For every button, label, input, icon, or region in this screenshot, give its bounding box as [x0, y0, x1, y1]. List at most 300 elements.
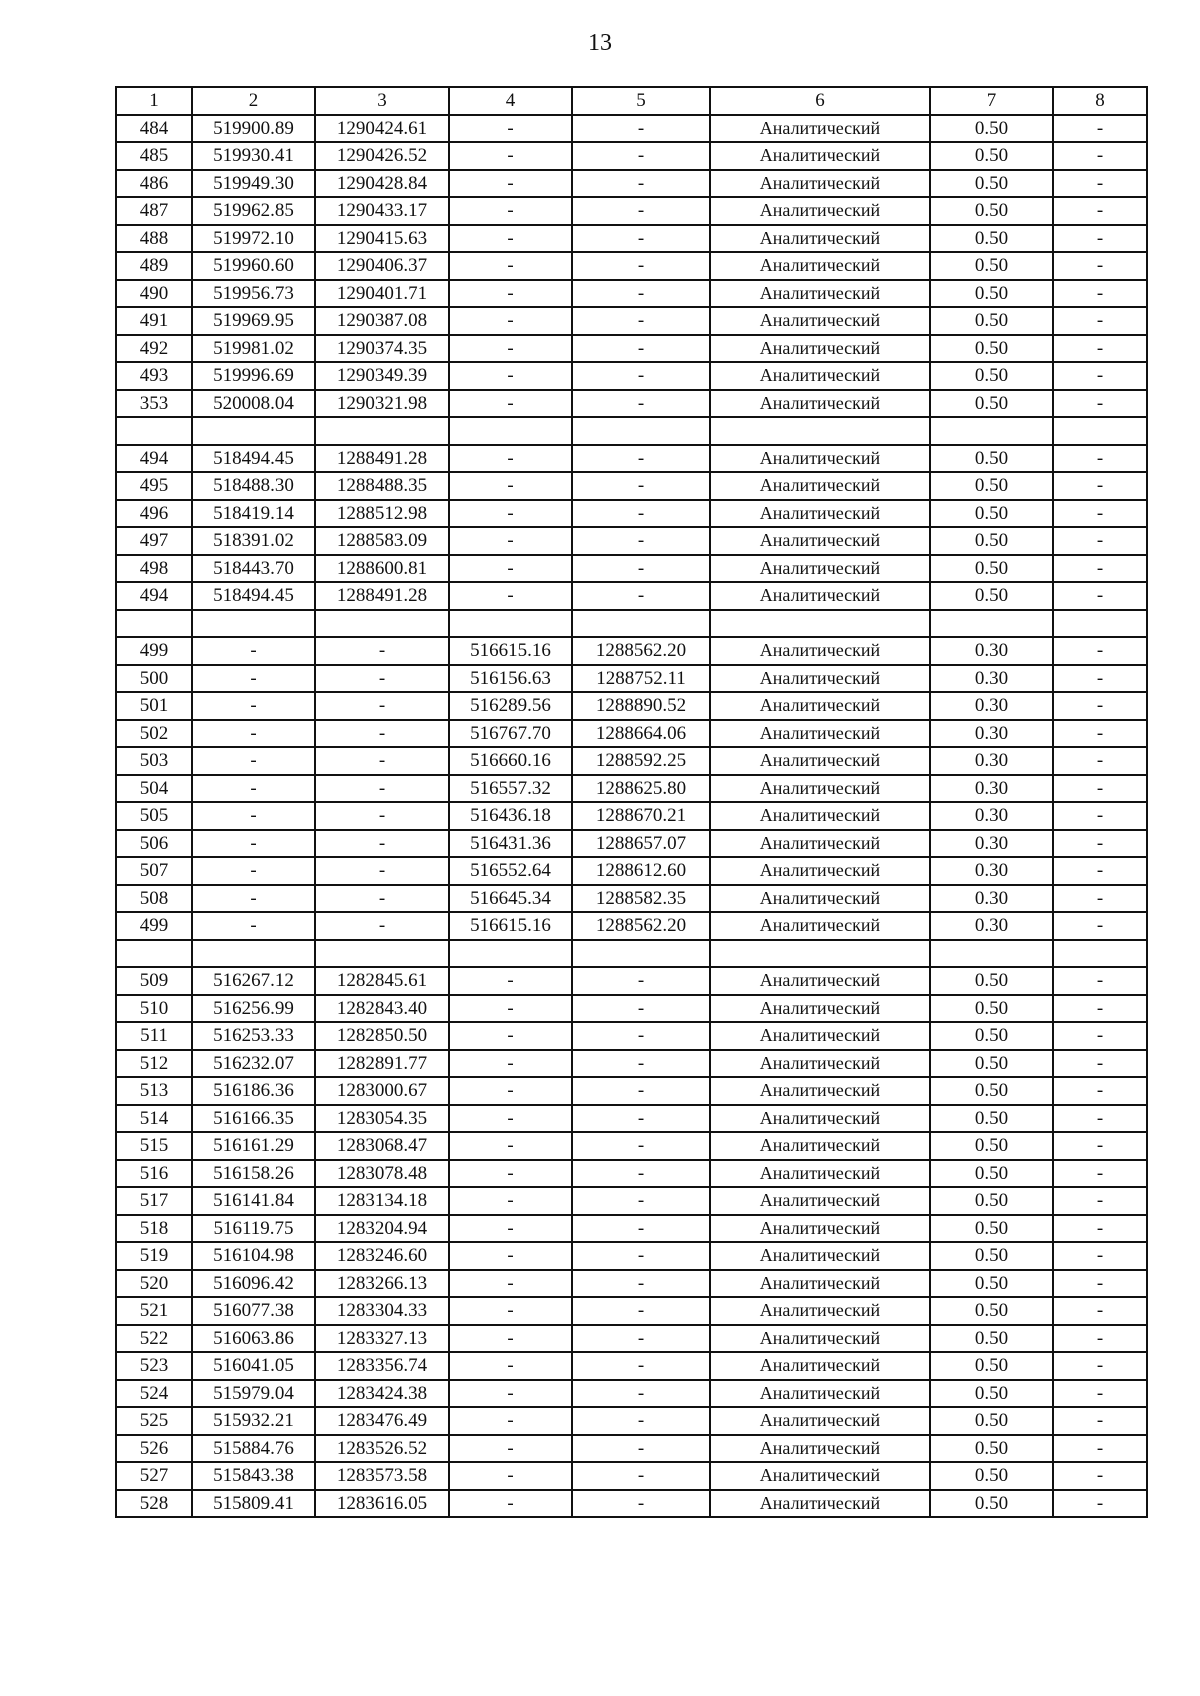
x-coordinate-cell: 516232.07 — [192, 1050, 315, 1078]
method-cell: Аналитический — [710, 1297, 930, 1325]
method-cell: Аналитический — [710, 637, 930, 665]
method-cell: Аналитический — [710, 170, 930, 198]
x2-coordinate-cell: - — [449, 197, 572, 225]
x-coordinate-cell: - — [192, 885, 315, 913]
method-cell: Аналитический — [710, 995, 930, 1023]
x2-coordinate-cell: - — [449, 307, 572, 335]
x2-coordinate-cell: - — [449, 1297, 572, 1325]
accuracy-cell: 0.50 — [930, 170, 1053, 198]
note-cell: - — [1053, 720, 1147, 748]
x-coordinate-cell: 516096.42 — [192, 1270, 315, 1298]
table-row — [116, 252, 1147, 280]
point-number-cell: 495 — [116, 472, 192, 500]
note-cell: - — [1053, 1490, 1147, 1518]
note-cell: - — [1053, 1325, 1147, 1353]
x2-coordinate-cell: 516552.64 — [449, 857, 572, 885]
column-header: 1 — [116, 87, 192, 115]
y-coordinate-cell: 1283424.38 — [315, 1380, 449, 1408]
note-cell — [1053, 417, 1147, 445]
x2-coordinate-cell: - — [449, 335, 572, 363]
note-cell: - — [1053, 747, 1147, 775]
table-row — [116, 1132, 1147, 1160]
y2-coordinate-cell: - — [572, 1325, 710, 1353]
x-coordinate-cell: 515809.41 — [192, 1490, 315, 1518]
table-row — [116, 637, 1147, 665]
method-cell: Аналитический — [710, 1462, 930, 1490]
method-cell: Аналитический — [710, 1105, 930, 1133]
accuracy-cell: 0.50 — [930, 1270, 1053, 1298]
y2-coordinate-cell: 1288582.35 — [572, 885, 710, 913]
y-coordinate-cell: 1290406.37 — [315, 252, 449, 280]
y2-coordinate-cell: - — [572, 115, 710, 143]
x2-coordinate-cell: 516615.16 — [449, 912, 572, 940]
note-cell: - — [1053, 637, 1147, 665]
accuracy-cell: 0.30 — [930, 637, 1053, 665]
method-cell: Аналитический — [710, 830, 930, 858]
point-number-cell: 486 — [116, 170, 192, 198]
table-row — [116, 940, 1147, 968]
x2-coordinate-cell: - — [449, 1215, 572, 1243]
note-cell: - — [1053, 1380, 1147, 1408]
y-coordinate-cell — [315, 610, 449, 638]
table-row — [116, 582, 1147, 610]
point-number-cell — [116, 610, 192, 638]
x-coordinate-cell: 515932.21 — [192, 1407, 315, 1435]
x-coordinate-cell: 519930.41 — [192, 142, 315, 170]
point-number-cell: 494 — [116, 582, 192, 610]
point-number-cell — [116, 940, 192, 968]
table-row — [116, 142, 1147, 170]
method-cell: Аналитический — [710, 142, 930, 170]
x-coordinate-cell: 520008.04 — [192, 390, 315, 418]
y-coordinate-cell: 1283476.49 — [315, 1407, 449, 1435]
y-coordinate-cell: 1290428.84 — [315, 170, 449, 198]
note-cell: - — [1053, 665, 1147, 693]
x-coordinate-cell: 516104.98 — [192, 1242, 315, 1270]
y-coordinate-cell: 1283078.48 — [315, 1160, 449, 1188]
table-row — [116, 857, 1147, 885]
y-coordinate-cell: 1288512.98 — [315, 500, 449, 528]
point-number-cell: 493 — [116, 362, 192, 390]
note-cell — [1053, 940, 1147, 968]
point-number-cell: 488 — [116, 225, 192, 253]
y2-coordinate-cell — [572, 940, 710, 968]
x2-coordinate-cell: 516615.16 — [449, 637, 572, 665]
x2-coordinate-cell: 516645.34 — [449, 885, 572, 913]
accuracy-cell: 0.50 — [930, 1490, 1053, 1518]
y-coordinate-cell: 1288600.81 — [315, 555, 449, 583]
y2-coordinate-cell: - — [572, 170, 710, 198]
y-coordinate-cell: - — [315, 830, 449, 858]
point-number-cell: 519 — [116, 1242, 192, 1270]
y-coordinate-cell: 1290426.52 — [315, 142, 449, 170]
x-coordinate-cell: 516141.84 — [192, 1187, 315, 1215]
x2-coordinate-cell: - — [449, 115, 572, 143]
note-cell: - — [1053, 1077, 1147, 1105]
table-row — [116, 417, 1147, 445]
column-header: 6 — [710, 87, 930, 115]
accuracy-cell: 0.50 — [930, 967, 1053, 995]
x2-coordinate-cell: - — [449, 1270, 572, 1298]
x-coordinate-cell: - — [192, 857, 315, 885]
y2-coordinate-cell: - — [572, 555, 710, 583]
point-number-cell: 501 — [116, 692, 192, 720]
x2-coordinate-cell: - — [449, 1325, 572, 1353]
table-row — [116, 1270, 1147, 1298]
accuracy-cell: 0.30 — [930, 720, 1053, 748]
y2-coordinate-cell: 1288562.20 — [572, 912, 710, 940]
x-coordinate-cell: - — [192, 692, 315, 720]
y-coordinate-cell: - — [315, 747, 449, 775]
accuracy-cell: 0.50 — [930, 252, 1053, 280]
table-row — [116, 472, 1147, 500]
note-cell: - — [1053, 390, 1147, 418]
point-number-cell: 520 — [116, 1270, 192, 1298]
note-cell: - — [1053, 445, 1147, 473]
accuracy-cell — [930, 610, 1053, 638]
note-cell: - — [1053, 1215, 1147, 1243]
note-cell: - — [1053, 1105, 1147, 1133]
accuracy-cell: 0.50 — [930, 1050, 1053, 1078]
note-cell: - — [1053, 1270, 1147, 1298]
x2-coordinate-cell — [449, 417, 572, 445]
note-cell: - — [1053, 967, 1147, 995]
table-row — [116, 1242, 1147, 1270]
y2-coordinate-cell: - — [572, 1077, 710, 1105]
point-number-cell: 509 — [116, 967, 192, 995]
method-cell — [710, 940, 930, 968]
x-coordinate-cell: - — [192, 747, 315, 775]
column-header: 4 — [449, 87, 572, 115]
table-row — [116, 995, 1147, 1023]
x2-coordinate-cell: - — [449, 472, 572, 500]
method-cell: Аналитический — [710, 390, 930, 418]
table-row — [116, 555, 1147, 583]
table-row — [116, 665, 1147, 693]
y2-coordinate-cell: - — [572, 1105, 710, 1133]
accuracy-cell: 0.50 — [930, 995, 1053, 1023]
method-cell: Аналитический — [710, 802, 930, 830]
y2-coordinate-cell: - — [572, 197, 710, 225]
method-cell: Аналитический — [710, 1215, 930, 1243]
x2-coordinate-cell: - — [449, 1435, 572, 1463]
y-coordinate-cell: 1282843.40 — [315, 995, 449, 1023]
x2-coordinate-cell: - — [449, 362, 572, 390]
method-cell: Аналитический — [710, 1380, 930, 1408]
point-number-cell: 506 — [116, 830, 192, 858]
point-number-cell: 526 — [116, 1435, 192, 1463]
y2-coordinate-cell: - — [572, 1132, 710, 1160]
accuracy-cell: 0.50 — [930, 1435, 1053, 1463]
x-coordinate-cell: 518419.14 — [192, 500, 315, 528]
accuracy-cell: 0.30 — [930, 885, 1053, 913]
table-body — [116, 115, 1147, 1518]
note-cell: - — [1053, 252, 1147, 280]
method-cell: Аналитический — [710, 500, 930, 528]
note-cell: - — [1053, 115, 1147, 143]
x-coordinate-cell: 518488.30 — [192, 472, 315, 500]
x2-coordinate-cell: - — [449, 445, 572, 473]
table-row — [116, 912, 1147, 940]
method-cell: Аналитический — [710, 1187, 930, 1215]
method-cell: Аналитический — [710, 692, 930, 720]
y2-coordinate-cell: - — [572, 1242, 710, 1270]
table-row — [116, 610, 1147, 638]
note-cell: - — [1053, 1352, 1147, 1380]
point-number-cell: 499 — [116, 912, 192, 940]
x-coordinate-cell: 518494.45 — [192, 582, 315, 610]
x2-coordinate-cell: - — [449, 995, 572, 1023]
table-row — [116, 527, 1147, 555]
accuracy-cell: 0.50 — [930, 225, 1053, 253]
y-coordinate-cell: - — [315, 885, 449, 913]
x-coordinate-cell: 516186.36 — [192, 1077, 315, 1105]
x-coordinate-cell: 519972.10 — [192, 225, 315, 253]
x2-coordinate-cell: - — [449, 1022, 572, 1050]
table-row — [116, 362, 1147, 390]
point-number-cell: 528 — [116, 1490, 192, 1518]
y-coordinate-cell: 1283526.52 — [315, 1435, 449, 1463]
note-cell: - — [1053, 1297, 1147, 1325]
note-cell: - — [1053, 335, 1147, 363]
accuracy-cell: 0.50 — [930, 280, 1053, 308]
y-coordinate-cell: - — [315, 775, 449, 803]
x2-coordinate-cell: - — [449, 280, 572, 308]
y2-coordinate-cell: - — [572, 1022, 710, 1050]
y-coordinate-cell: 1282845.61 — [315, 967, 449, 995]
x2-coordinate-cell: - — [449, 1050, 572, 1078]
x2-coordinate-cell: - — [449, 1462, 572, 1490]
x2-coordinate-cell: 516660.16 — [449, 747, 572, 775]
point-number-cell: 512 — [116, 1050, 192, 1078]
x-coordinate-cell: 519956.73 — [192, 280, 315, 308]
column-header: 7 — [930, 87, 1053, 115]
point-number-cell: 491 — [116, 307, 192, 335]
y-coordinate-cell: 1282850.50 — [315, 1022, 449, 1050]
x2-coordinate-cell: - — [449, 252, 572, 280]
point-number-cell: 490 — [116, 280, 192, 308]
point-number-cell: 499 — [116, 637, 192, 665]
note-cell: - — [1053, 500, 1147, 528]
y-coordinate-cell: 1288491.28 — [315, 582, 449, 610]
y-coordinate-cell: 1288488.35 — [315, 472, 449, 500]
method-cell: Аналитический — [710, 527, 930, 555]
x-coordinate-cell: 519900.89 — [192, 115, 315, 143]
column-header: 5 — [572, 87, 710, 115]
x-coordinate-cell: - — [192, 637, 315, 665]
table-row — [116, 445, 1147, 473]
table-row — [116, 1105, 1147, 1133]
table-row — [116, 802, 1147, 830]
x-coordinate-cell: 519960.60 — [192, 252, 315, 280]
accuracy-cell: 0.50 — [930, 335, 1053, 363]
method-cell: Аналитический — [710, 747, 930, 775]
x2-coordinate-cell: - — [449, 1187, 572, 1215]
table-row — [116, 1022, 1147, 1050]
table-row — [116, 197, 1147, 225]
x-coordinate-cell: - — [192, 802, 315, 830]
x2-coordinate-cell: - — [449, 1407, 572, 1435]
y-coordinate-cell: - — [315, 720, 449, 748]
column-header: 2 — [192, 87, 315, 115]
method-cell: Аналитический — [710, 885, 930, 913]
accuracy-cell: 0.30 — [930, 830, 1053, 858]
x2-coordinate-cell: - — [449, 1132, 572, 1160]
x-coordinate-cell: 518443.70 — [192, 555, 315, 583]
x-coordinate-cell: 516161.29 — [192, 1132, 315, 1160]
table-row — [116, 1407, 1147, 1435]
x2-coordinate-cell: - — [449, 1077, 572, 1105]
accuracy-cell: 0.50 — [930, 362, 1053, 390]
note-cell: - — [1053, 1435, 1147, 1463]
y2-coordinate-cell: - — [572, 225, 710, 253]
coordinates-table — [115, 86, 1148, 1518]
point-number-cell: 524 — [116, 1380, 192, 1408]
table-row — [116, 1297, 1147, 1325]
note-cell: - — [1053, 225, 1147, 253]
accuracy-cell: 0.50 — [930, 115, 1053, 143]
x-coordinate-cell: - — [192, 665, 315, 693]
note-cell: - — [1053, 692, 1147, 720]
accuracy-cell: 0.30 — [930, 692, 1053, 720]
table-row — [116, 1077, 1147, 1105]
table-row — [116, 775, 1147, 803]
table-row — [116, 1490, 1147, 1518]
accuracy-cell: 0.30 — [930, 775, 1053, 803]
y-coordinate-cell — [315, 417, 449, 445]
x-coordinate-cell: 516158.26 — [192, 1160, 315, 1188]
x2-coordinate-cell: 516557.32 — [449, 775, 572, 803]
point-number-cell: 517 — [116, 1187, 192, 1215]
y2-coordinate-cell: - — [572, 307, 710, 335]
x-coordinate-cell: - — [192, 912, 315, 940]
x-coordinate-cell: 519996.69 — [192, 362, 315, 390]
method-cell: Аналитический — [710, 115, 930, 143]
note-cell: - — [1053, 885, 1147, 913]
y-coordinate-cell: 1290374.35 — [315, 335, 449, 363]
x-coordinate-cell: - — [192, 775, 315, 803]
y2-coordinate-cell: - — [572, 445, 710, 473]
point-number-cell: 523 — [116, 1352, 192, 1380]
accuracy-cell: 0.50 — [930, 472, 1053, 500]
method-cell: Аналитический — [710, 280, 930, 308]
x-coordinate-cell: 519962.85 — [192, 197, 315, 225]
y-coordinate-cell: 1283068.47 — [315, 1132, 449, 1160]
y2-coordinate-cell: 1288562.20 — [572, 637, 710, 665]
accuracy-cell: 0.50 — [930, 307, 1053, 335]
x-coordinate-cell: 516166.35 — [192, 1105, 315, 1133]
point-number-cell: 515 — [116, 1132, 192, 1160]
y2-coordinate-cell: - — [572, 1407, 710, 1435]
point-number-cell: 497 — [116, 527, 192, 555]
y-coordinate-cell: 1283573.58 — [315, 1462, 449, 1490]
y-coordinate-cell: 1282891.77 — [315, 1050, 449, 1078]
method-cell — [710, 610, 930, 638]
point-number-cell: 498 — [116, 555, 192, 583]
y2-coordinate-cell: - — [572, 1270, 710, 1298]
y-coordinate-cell: 1290321.98 — [315, 390, 449, 418]
accuracy-cell: 0.50 — [930, 197, 1053, 225]
accuracy-cell: 0.50 — [930, 1160, 1053, 1188]
y2-coordinate-cell: - — [572, 390, 710, 418]
x-coordinate-cell: 516041.05 — [192, 1352, 315, 1380]
point-number-cell: 510 — [116, 995, 192, 1023]
x-coordinate-cell — [192, 940, 315, 968]
note-cell: - — [1053, 472, 1147, 500]
y-coordinate-cell: 1290424.61 — [315, 115, 449, 143]
x-coordinate-cell — [192, 610, 315, 638]
note-cell: - — [1053, 995, 1147, 1023]
point-number-cell: 513 — [116, 1077, 192, 1105]
y2-coordinate-cell: 1288612.60 — [572, 857, 710, 885]
table-row — [116, 1325, 1147, 1353]
accuracy-cell: 0.50 — [930, 1462, 1053, 1490]
y2-coordinate-cell: - — [572, 1050, 710, 1078]
method-cell: Аналитический — [710, 472, 930, 500]
table-row — [116, 967, 1147, 995]
accuracy-cell: 0.50 — [930, 1297, 1053, 1325]
table-row — [116, 747, 1147, 775]
point-number-cell: 492 — [116, 335, 192, 363]
method-cell: Аналитический — [710, 775, 930, 803]
x-coordinate-cell: 515884.76 — [192, 1435, 315, 1463]
method-cell — [710, 417, 930, 445]
point-number-cell: 504 — [116, 775, 192, 803]
accuracy-cell: 0.50 — [930, 445, 1053, 473]
y-coordinate-cell: 1283054.35 — [315, 1105, 449, 1133]
x-coordinate-cell — [192, 417, 315, 445]
table-row — [116, 1435, 1147, 1463]
x-coordinate-cell: 516119.75 — [192, 1215, 315, 1243]
x2-coordinate-cell: - — [449, 170, 572, 198]
point-number-cell: 485 — [116, 142, 192, 170]
point-number-cell: 522 — [116, 1325, 192, 1353]
y2-coordinate-cell: - — [572, 527, 710, 555]
point-number-cell: 502 — [116, 720, 192, 748]
y2-coordinate-cell: - — [572, 995, 710, 1023]
y-coordinate-cell: - — [315, 802, 449, 830]
y2-coordinate-cell: - — [572, 967, 710, 995]
y-coordinate-cell: 1290433.17 — [315, 197, 449, 225]
accuracy-cell: 0.50 — [930, 1352, 1053, 1380]
note-cell: - — [1053, 170, 1147, 198]
table-row — [116, 1462, 1147, 1490]
y2-coordinate-cell: 1288592.25 — [572, 747, 710, 775]
note-cell: - — [1053, 830, 1147, 858]
y-coordinate-cell: 1290387.08 — [315, 307, 449, 335]
table-row — [116, 720, 1147, 748]
table-row — [116, 225, 1147, 253]
table-row — [116, 115, 1147, 143]
note-cell: - — [1053, 1187, 1147, 1215]
accuracy-cell — [930, 940, 1053, 968]
y2-coordinate-cell: - — [572, 1187, 710, 1215]
note-cell: - — [1053, 582, 1147, 610]
table-row — [116, 830, 1147, 858]
x2-coordinate-cell: 516156.63 — [449, 665, 572, 693]
x2-coordinate-cell: - — [449, 390, 572, 418]
x2-coordinate-cell: - — [449, 967, 572, 995]
x2-coordinate-cell: - — [449, 527, 572, 555]
note-cell: - — [1053, 197, 1147, 225]
accuracy-cell: 0.50 — [930, 1077, 1053, 1105]
method-cell: Аналитический — [710, 1407, 930, 1435]
note-cell: - — [1053, 362, 1147, 390]
note-cell: - — [1053, 307, 1147, 335]
method-cell: Аналитический — [710, 555, 930, 583]
y2-coordinate-cell: - — [572, 500, 710, 528]
table-row — [116, 307, 1147, 335]
